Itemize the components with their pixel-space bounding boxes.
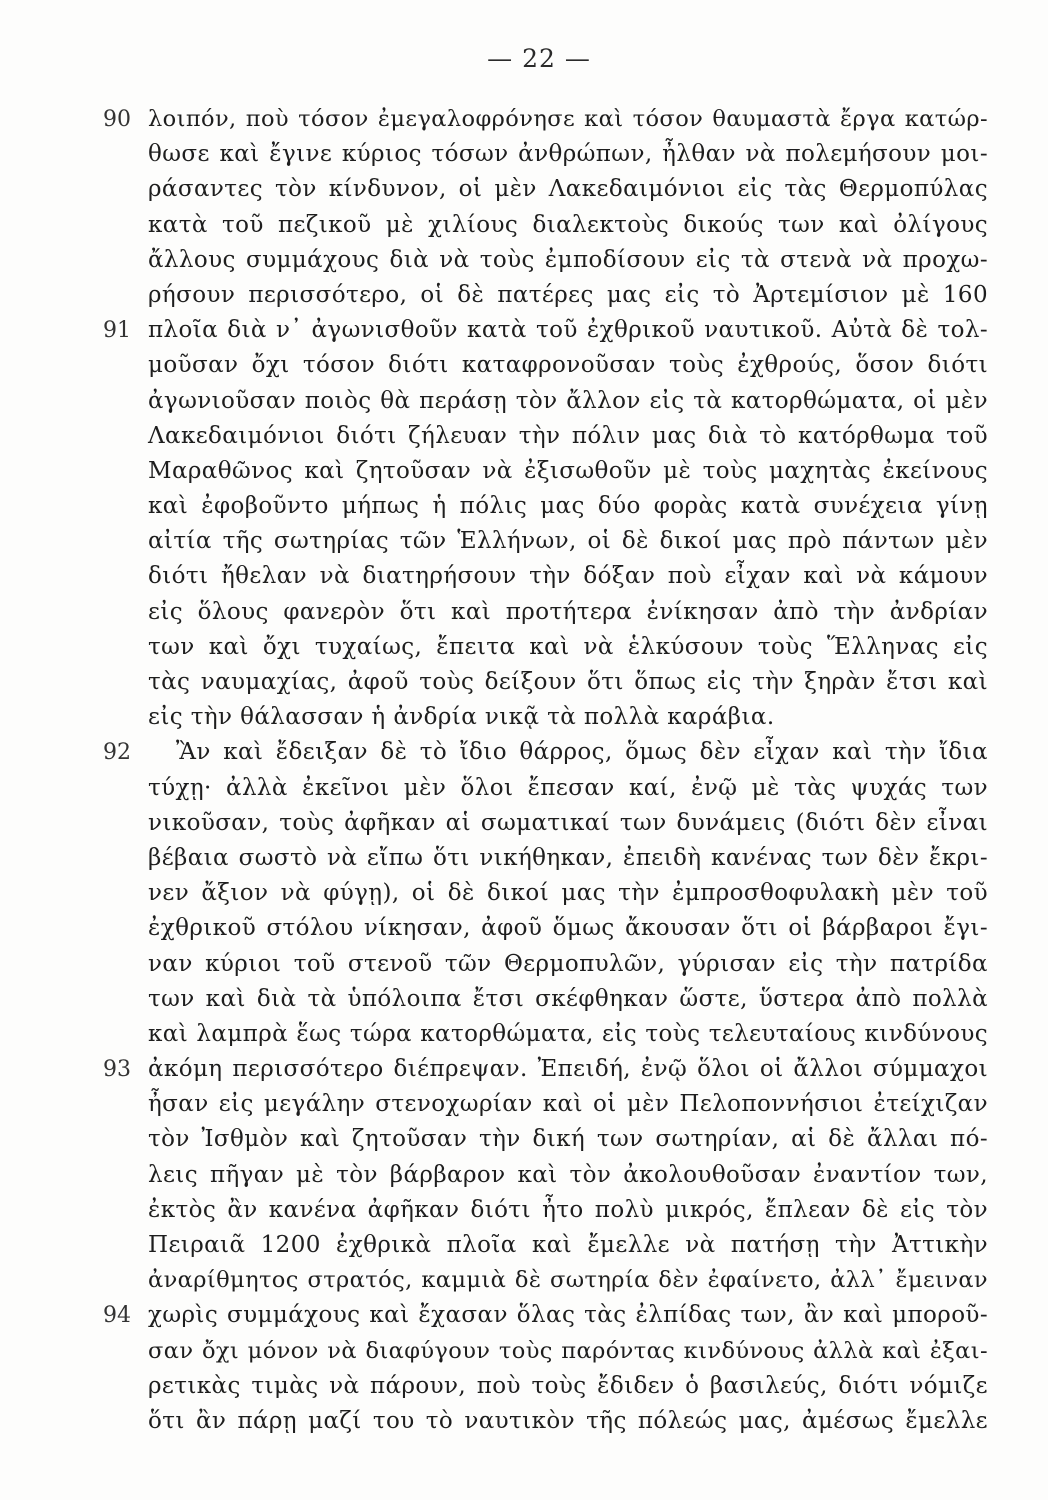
text-line bbox=[103, 102, 988, 137]
text-line bbox=[148, 1087, 988, 1122]
line-text: κατὰ τοῦ πεζικοῦ μὲ χιλίους διαλεκτοὺς δικούς των καὶ ὀλίγους bbox=[148, 211, 988, 238]
line-text: καὶ λαμπρὰ ἕως τώρα κατορθώματα, εἰς τοὺς τελευταίους κινδύνους bbox=[148, 1020, 988, 1047]
text-line bbox=[148, 771, 988, 806]
text-line bbox=[148, 348, 988, 383]
text-line bbox=[148, 700, 988, 735]
line-text: αἰτία τῆς σωτηρίας τῶν Ἑλλήνων, οἱ δὲ δικοί μας πρὸ πάντων μὲν bbox=[148, 528, 988, 555]
line-text: λεις πῆγαν μὲ τὸν βάρβαρον καὶ τὸν ἀκολουθοῦσαν ἐναντίον των, bbox=[148, 1161, 988, 1188]
line-text: Πειραιᾶ 1200 ἐχθρικὰ πλοῖα καὶ ἔμελλε νὰ πατήσῃ τὴν Ἀττικὴν bbox=[148, 1232, 988, 1258]
text-line bbox=[148, 806, 988, 841]
line-text: λοιπόν, ποὺ τόσον ἐμεγαλοφρόνησε καὶ τόσον θαυμαστὰ ἔργα κατώρ- bbox=[148, 106, 988, 132]
text-line bbox=[103, 735, 988, 770]
line-text: νεν ἄξιον νὰ φύγῃ), οἱ δὲ δικοί μας τὴν ἐμπροσθοφυλακὴ μὲν τοῦ bbox=[148, 880, 988, 907]
margin-section-number: 91 bbox=[103, 318, 131, 344]
text-line bbox=[148, 1404, 988, 1439]
line-text: καὶ ἐφοβοῦντο μήπως ἡ πόλις μας δύο φορὰς κατὰ συνέχεια γίνῃ bbox=[148, 493, 988, 520]
text-line bbox=[148, 559, 988, 594]
line-text: των καὶ διὰ τὰ ὑπόλοιπα ἔτσι σκέφθηκαν ὥστε, ὕστερα ἀπὸ πολλὰ bbox=[148, 985, 988, 1012]
text-line bbox=[148, 1369, 988, 1404]
text-line bbox=[148, 524, 988, 559]
line-text: ἀκόμη περισσότερο διέπρεψαν. Ἐπειδή, ἐνῷ ὅλοι οἱ ἄλλοι σύμμαχοι bbox=[148, 1056, 988, 1083]
line-text: ἄλλους συμμάχους διὰ νὰ τοὺς ἐμποδίσουν εἰς τὰ στενὰ νὰ προχω- bbox=[148, 246, 988, 273]
line-text: ράσαντες τὸν κίνδυνον, οἱ μὲν Λακεδαιμόνιοι εἰς τὰς Θερμοπύλας bbox=[148, 176, 988, 203]
text-line bbox=[103, 1052, 988, 1087]
text-line bbox=[148, 1263, 988, 1298]
text-line bbox=[148, 278, 988, 313]
line-text: ἀναρίθμητος στρατός, καμμιὰ δὲ σωτηρία δὲν ἐφαίνετο, ἀλλ᾽ ἔμειναν bbox=[148, 1267, 988, 1294]
line-text: Ἂν καὶ ἔδειξαν δὲ τὸ ἴδιο θάρρος, ὅμως δὲν εἶχαν καὶ τὴν ἴδια bbox=[176, 739, 988, 766]
line-text: σαν ὄχι μόνον νὰ διαφύγουν τοὺς παρόντας κινδύνους ἀλλὰ καὶ ἐξαι- bbox=[148, 1337, 988, 1364]
text-line bbox=[148, 1228, 988, 1263]
text-line bbox=[148, 1334, 988, 1369]
line-text: πλοῖα διὰ ν᾽ ἀγωνισθοῦν κατὰ τοῦ ἐχθρικοῦ ναυτικοῦ. Αὐτὰ δὲ τολ- bbox=[148, 317, 988, 344]
line-text: ὅτι ἂν πάρῃ μαζί του τὸ ναυτικὸν τῆς πόλεώς μας, ἀμέσως ἔμελλε bbox=[148, 1407, 988, 1434]
text-line bbox=[148, 1122, 988, 1157]
margin-section-number: 94 bbox=[103, 1303, 131, 1329]
text-line bbox=[148, 595, 988, 630]
line-text: ἐχθρικοῦ στόλου νίκησαν, ἀφοῦ ὅμως ἄκουσαν ὅτι οἱ βάρβαροι ἔγι- bbox=[148, 915, 988, 942]
text-line bbox=[103, 313, 988, 348]
text-line bbox=[148, 384, 988, 419]
line-text: διότι ἤθελαν νὰ διατηρήσουν τὴν δόξαν ποὺ εἶχαν καὶ νὰ κάμουν bbox=[148, 563, 988, 590]
margin-section-number: 92 bbox=[103, 740, 131, 766]
text-body bbox=[103, 102, 988, 1439]
line-text: ἀγωνιοῦσαν ποιὸς θὰ περάσῃ τὸν ἄλλον εἰς τὰ κατορθώματα, οἱ μὲν bbox=[148, 387, 988, 414]
text-line bbox=[148, 1017, 988, 1052]
line-text: ἦσαν εἰς μεγάλην στενοχωρίαν καὶ οἱ μὲν Πελοποννήσιοι ἐτείχιζαν bbox=[148, 1091, 988, 1118]
line-text: χωρὶς συμμάχους καὶ ἔχασαν ὅλας τὰς ἐλπίδας των, ἂν καὶ μποροῦ- bbox=[148, 1302, 988, 1329]
line-text: μοῦσαν ὄχι τόσον διότι καταφρονοῦσαν τοὺς ἐχθρούς, ὅσον διότι bbox=[148, 352, 988, 379]
line-text: ἐκτὸς ἂν κανένα ἀφῆκαν διότι ἦτο πολὺ μικρός, ἔπλεαν δὲ εἰς τὸν bbox=[148, 1196, 988, 1223]
text-line bbox=[148, 911, 988, 946]
text-line bbox=[148, 947, 988, 982]
page-number: — 22 — bbox=[487, 44, 591, 73]
text-line bbox=[148, 841, 988, 876]
line-text: ρετικὰς τιμὰς νὰ πάρουν, ποὺ τοὺς ἔδιδεν ὁ βασιλεύς, διότι νόμιζε bbox=[148, 1372, 988, 1399]
text-line bbox=[148, 172, 988, 207]
line-text: θωσε καὶ ἔγινε κύριος τόσων ἀνθρώπων, ἦλθαν νὰ πολεμήσουν μοι- bbox=[148, 141, 988, 168]
text-line bbox=[148, 876, 988, 911]
line-text: των καὶ ὄχι τυχαίως, ἔπειτα καὶ νὰ ἑλκύσουν τοὺς Ἕλληνας εἰς bbox=[148, 633, 988, 660]
line-text: τὸν Ἰσθμὸν καὶ ζητοῦσαν τὴν δική των σωτηρίαν, αἱ δὲ ἄλλαι πό- bbox=[148, 1126, 988, 1153]
line-text: Λακεδαιμόνιοι διότι ζήλευαν τὴν πόλιν μας διὰ τὸ κατόρθωμα τοῦ bbox=[148, 422, 988, 449]
text-line bbox=[148, 630, 988, 665]
text-line bbox=[148, 489, 988, 524]
text-line bbox=[148, 243, 988, 278]
margin-section-number: 93 bbox=[103, 1057, 131, 1083]
line-text: νικοῦσαν, τοὺς ἀφῆκαν αἱ σωματικαί των δυνάμεις (διότι δὲν εἶναι bbox=[148, 809, 988, 836]
text-line bbox=[148, 982, 988, 1017]
text-line bbox=[148, 137, 988, 172]
text-line bbox=[148, 665, 988, 700]
text-line bbox=[148, 419, 988, 454]
margin-section-number: 90 bbox=[103, 107, 131, 132]
text-line bbox=[148, 208, 988, 243]
text-line bbox=[148, 1158, 988, 1193]
line-text: τύχῃ· ἀλλὰ ἐκεῖνοι μὲν ὅλοι ἔπεσαν καί, ἐνῷ μὲ τὰς ψυχάς των bbox=[148, 774, 988, 801]
line-text: εἰς ὅλους φανερὸν ὅτι καὶ προτήτερα ἐνίκησαν ἀπὸ τὴν ἀνδρίαν bbox=[148, 598, 988, 625]
text-line bbox=[148, 454, 988, 489]
line-text: εἰς τὴν θάλασσαν ἡ ἀνδρία νικᾷ τὰ πολλὰ καράβια. bbox=[148, 704, 775, 731]
line-text: Μαραθῶνος καὶ ζητοῦσαν νὰ ἐξισωθοῦν μὲ τοὺς μαχητὰς ἐκείνους bbox=[148, 457, 988, 484]
line-text: ναν κύριοι τοῦ στενοῦ τῶν Θερμοπυλῶν, γύρισαν εἰς τὴν πατρίδα bbox=[148, 950, 988, 977]
line-text: τὰς ναυμαχίας, ἀφοῦ τοὺς δείξουν ὅτι ὅπως εἰς τὴν ξηρὰν ἔτσι καὶ bbox=[148, 669, 988, 695]
line-text: βέβαια σωστὸ νὰ εἴπω ὅτι νικήθηκαν, ἐπειδὴ κανένας των δὲν ἔκρι- bbox=[148, 844, 988, 871]
line-text: ρήσουν περισσότερο, οἱ δὲ πατέρες μας εἰς τὸ Ἀρτεμίσιον μὲ 160 bbox=[148, 281, 988, 308]
text-line bbox=[148, 1193, 988, 1228]
text-line bbox=[103, 1298, 988, 1333]
